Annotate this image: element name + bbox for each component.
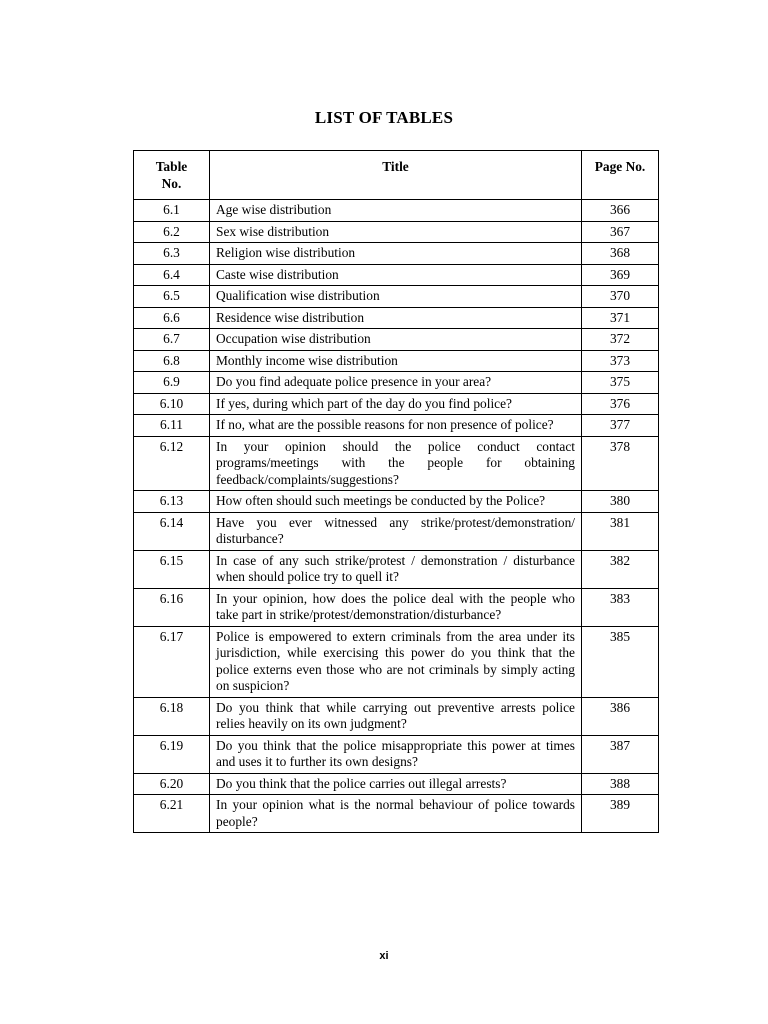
table-row bbox=[134, 795, 659, 833]
table-row bbox=[134, 735, 659, 773]
page-number-cell: 371 bbox=[582, 307, 659, 329]
table-row bbox=[134, 550, 659, 588]
table-row bbox=[134, 773, 659, 795]
table-title-cell: In case of any such strike/protest / demonstration / disturbance when should police try to quell it? bbox=[210, 550, 582, 588]
table-title-cell: Have you ever witnessed any strike/protest/demonstration/ disturbance? bbox=[210, 512, 582, 550]
header-page-no: Page No. bbox=[582, 151, 659, 200]
table-number-cell: 6.19 bbox=[134, 735, 210, 773]
page-number-cell: 387 bbox=[582, 735, 659, 773]
table-title-cell: Do you find adequate police presence in your area? bbox=[210, 372, 582, 394]
table-row bbox=[134, 243, 659, 265]
table-number-cell: 6.14 bbox=[134, 512, 210, 550]
page-number-cell: 367 bbox=[582, 221, 659, 243]
table-title-cell: Religion wise distribution bbox=[210, 243, 582, 265]
table-title-cell: Age wise distribution bbox=[210, 200, 582, 222]
table-title-cell: If no, what are the possible reasons for non presence of police? bbox=[210, 415, 582, 437]
table-row bbox=[134, 626, 659, 697]
table-row bbox=[134, 221, 659, 243]
table-title-cell: In your opinion, how does the police deal with the people who take part in strike/protest/demonstration/disturbance? bbox=[210, 588, 582, 626]
table-row bbox=[134, 372, 659, 394]
table-title-cell: Residence wise distribution bbox=[210, 307, 582, 329]
table-number-cell: 6.11 bbox=[134, 415, 210, 437]
header-table-no bbox=[134, 151, 210, 200]
table-title-cell: Sex wise distribution bbox=[210, 221, 582, 243]
page-title: LIST OF TABLES bbox=[314, 108, 454, 127]
table-title-cell: Caste wise distribution bbox=[210, 264, 582, 286]
table-number-cell: 6.1 bbox=[134, 200, 210, 222]
table-number-cell: 6.9 bbox=[134, 372, 210, 394]
table-number-cell: 6.2 bbox=[134, 221, 210, 243]
page-number-cell: 381 bbox=[582, 512, 659, 550]
page-number-cell: 366 bbox=[582, 200, 659, 222]
table-row bbox=[134, 393, 659, 415]
header-title: Title bbox=[210, 151, 582, 200]
page-number-cell: 368 bbox=[582, 243, 659, 265]
page-number-cell: 375 bbox=[582, 372, 659, 394]
table-title-cell: Police is empowered to extern criminals from the area under its jurisdiction, while exercising this power do you think that the police externs even those who are not criminals by simply acting on suspicion? bbox=[210, 626, 582, 697]
table-number-cell: 6.4 bbox=[134, 264, 210, 286]
table-number-cell: 6.5 bbox=[134, 286, 210, 308]
table-row bbox=[134, 415, 659, 437]
table-number-cell: 6.7 bbox=[134, 329, 210, 351]
table-title-cell: Occupation wise distribution bbox=[210, 329, 582, 351]
page-number-cell: 382 bbox=[582, 550, 659, 588]
page-number-cell: 378 bbox=[582, 436, 659, 491]
table-row bbox=[134, 329, 659, 351]
table-title-cell: How often should such meetings be conducted by the Police? bbox=[210, 491, 582, 513]
table-number-cell: 6.21 bbox=[134, 795, 210, 833]
table-header-row bbox=[134, 151, 659, 200]
page-number: xi bbox=[379, 950, 389, 962]
table-number-cell: 6.16 bbox=[134, 588, 210, 626]
page-number-cell: 372 bbox=[582, 329, 659, 351]
table-row bbox=[134, 491, 659, 513]
page-number-cell: 385 bbox=[582, 626, 659, 697]
table-title-cell: In your opinion should the police conduct contact programs/meetings with the people for obtaining feedback/complaints/suggestions? bbox=[210, 436, 582, 491]
table-number-cell: 6.13 bbox=[134, 491, 210, 513]
header-table-no-line2: No. bbox=[161, 175, 182, 191]
table-number-cell: 6.12 bbox=[134, 436, 210, 491]
table-row bbox=[134, 286, 659, 308]
table-number-cell: 6.6 bbox=[134, 307, 210, 329]
table-row bbox=[134, 588, 659, 626]
table-title-cell: If yes, during which part of the day do you find police? bbox=[210, 393, 582, 415]
table-row bbox=[134, 200, 659, 222]
table-title-cell: Do you think that while carrying out preventive arrests police relies heavily on its own judgment? bbox=[210, 697, 582, 735]
page-number-cell: 370 bbox=[582, 286, 659, 308]
table-title-cell: Qualification wise distribution bbox=[210, 286, 582, 308]
table-row bbox=[134, 307, 659, 329]
header-table-no-line1: Table bbox=[155, 159, 188, 174]
table-title-cell: Do you think that the police misappropriate this power at times and uses it to further its own designs? bbox=[210, 735, 582, 773]
page-number-cell: 389 bbox=[582, 795, 659, 833]
table-title-cell: Do you think that the police carries out illegal arrests? bbox=[210, 773, 582, 795]
page-number-cell: 373 bbox=[582, 350, 659, 372]
page-number-cell: 377 bbox=[582, 415, 659, 437]
table-title-cell: Monthly income wise distribution bbox=[210, 350, 582, 372]
table-row bbox=[134, 436, 659, 491]
table-row bbox=[134, 350, 659, 372]
page-number-cell: 380 bbox=[582, 491, 659, 513]
table-number-cell: 6.20 bbox=[134, 773, 210, 795]
table-number-cell: 6.18 bbox=[134, 697, 210, 735]
table-title-cell: In your opinion what is the normal behaviour of police towards people? bbox=[210, 795, 582, 833]
page-number-cell: 386 bbox=[582, 697, 659, 735]
page-number-cell: 383 bbox=[582, 588, 659, 626]
page-number-cell: 388 bbox=[582, 773, 659, 795]
table-number-cell: 6.3 bbox=[134, 243, 210, 265]
table-row bbox=[134, 697, 659, 735]
table-number-cell: 6.8 bbox=[134, 350, 210, 372]
table-row bbox=[134, 512, 659, 550]
page-number-cell: 369 bbox=[582, 264, 659, 286]
table-number-cell: 6.17 bbox=[134, 626, 210, 697]
table-row bbox=[134, 264, 659, 286]
table-number-cell: 6.10 bbox=[134, 393, 210, 415]
table-number-cell: 6.15 bbox=[134, 550, 210, 588]
list-of-tables bbox=[133, 150, 659, 833]
page-number-cell: 376 bbox=[582, 393, 659, 415]
